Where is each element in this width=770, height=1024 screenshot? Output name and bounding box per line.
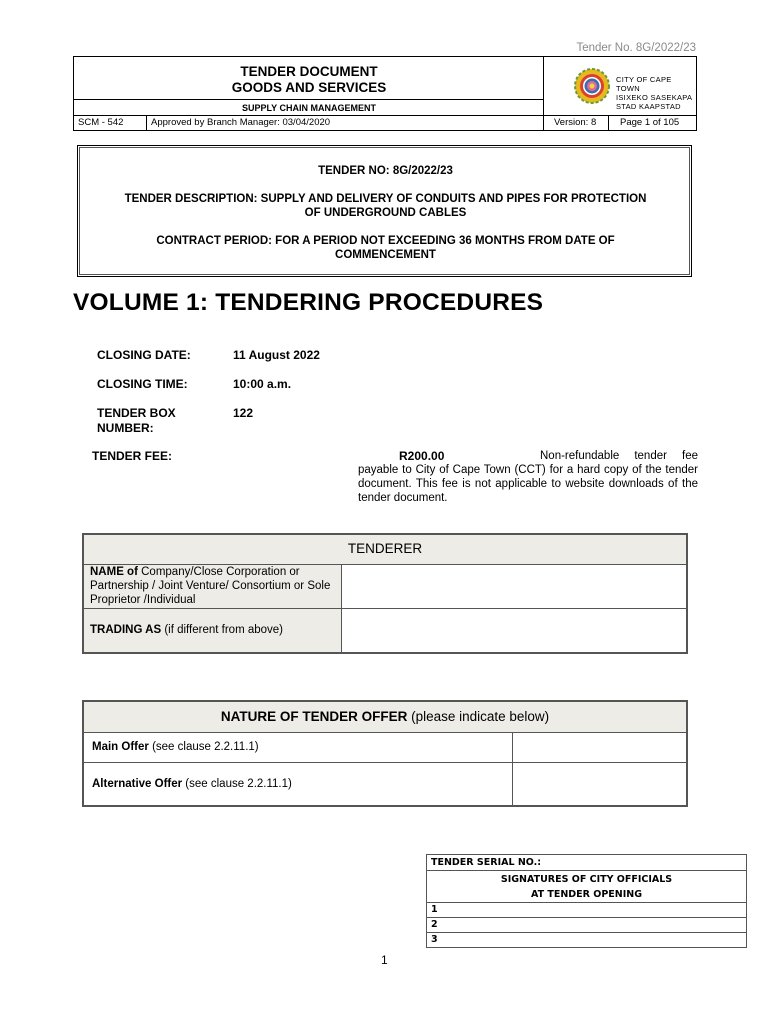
tender-fee-description: [358, 449, 698, 505]
company-name-field[interactable]: [341, 564, 687, 608]
tender-offer-heading: [83, 701, 687, 732]
logo-text-line3: STAD KAAPSTAD: [616, 102, 681, 111]
main-offer-label-text: (see clause 2.2.11.1): [148, 741, 259, 753]
supply-chain-label: SUPPLY CHAIN MANAGEMENT: [74, 99, 544, 116]
signatures-heading: [427, 871, 747, 903]
contract-period-line1: CONTRACT PERIOD: FOR A PERIOD NOT EXCEEDING 36 MONTHS FROM DATE OF: [156, 235, 615, 247]
tender-offer-heading-bold: NATURE OF TENDER OFFER: [220, 708, 408, 724]
tender-serial-table: [426, 854, 747, 948]
tender-description-line1: TENDER DESCRIPTION: SUPPLY AND DELIVERY OF CONDUITS AND PIPES FOR PROTECTION: [124, 193, 647, 205]
tender-description-box: [77, 145, 692, 277]
page-number: 1: [381, 953, 388, 967]
main-offer-label: [83, 732, 512, 762]
logo-text-line1: CITY OF CAPE TOWN: [616, 75, 672, 93]
tender-box-value: 122: [233, 406, 254, 420]
tender-box-label: [97, 406, 176, 436]
contract-period-line2: COMMENCEMENT: [335, 249, 436, 261]
tender-box-label-line1: TENDER BOX: [97, 406, 176, 420]
signature-row-2[interactable]: 2: [427, 918, 747, 933]
version-label: Version: 8: [544, 116, 609, 131]
tender-fee-amount: R200.00: [399, 449, 445, 463]
closing-time-label: CLOSING TIME:: [97, 377, 188, 391]
closing-time-value: 10:00 a.m.: [233, 377, 292, 391]
approval-note: Approved by Branch Manager: 03/04/2020: [147, 116, 544, 131]
city-logo: [544, 57, 697, 116]
logo-text-line2: ISIXEKO SASEKAPA: [616, 93, 693, 102]
tender-number-header: Tender No. 8G/2022/23: [576, 42, 696, 54]
tenderer-table: [82, 533, 688, 654]
document-title-line2: GOODS AND SERVICES: [231, 80, 387, 95]
company-name-label: [83, 564, 341, 608]
closing-date-value: 11 August 2022: [233, 348, 320, 362]
company-name-label-bold: NAME of: [90, 566, 138, 578]
signatures-heading-line1: SIGNATURES OF CITY OFFICIALS: [500, 873, 673, 885]
alternative-offer-label-text: (see clause 2.2.11.1): [182, 777, 292, 790]
contract-period: [90, 234, 681, 262]
tender-offer-table: [82, 700, 688, 807]
company-name-label-text: Company/Close Corporation or Partnership / Joint Venture/ Consortium or Sole Proprietor /Individual: [90, 566, 331, 606]
tender-number: TENDER NO: 8G/2022/23: [318, 165, 453, 177]
document-header: [73, 56, 697, 131]
document-title: [74, 64, 544, 96]
main-offer-checkbox[interactable]: [512, 732, 687, 762]
alternative-offer-checkbox[interactable]: [512, 762, 687, 806]
signature-row-3[interactable]: 3: [427, 933, 747, 948]
tender-description-line2: OF UNDERGROUND CABLES: [304, 207, 467, 219]
tender-description: [90, 192, 681, 220]
header-meta-row: [74, 116, 696, 131]
page-count: Page 1 of 105: [620, 117, 680, 128]
tender-fee-label: TENDER FEE:: [92, 449, 173, 463]
trading-as-label-text: (if different from above): [161, 624, 284, 637]
document-title-line1: TENDER DOCUMENT: [240, 64, 378, 79]
trading-as-label: [83, 608, 341, 653]
trading-as-field[interactable]: [341, 608, 687, 653]
tenderer-heading: TENDERER: [83, 534, 687, 564]
city-logo-text: [616, 75, 697, 111]
signatures-heading-line2: AT TENDER OPENING: [530, 888, 643, 900]
signature-row-1[interactable]: 1: [427, 903, 747, 918]
volume-title: VOLUME 1: TENDERING PROCEDURES: [73, 289, 544, 316]
alternative-offer-label: [83, 762, 512, 806]
closing-date-label: CLOSING DATE:: [97, 348, 191, 362]
tender-offer-heading-text: (please indicate below): [407, 708, 550, 724]
city-emblem-icon: [574, 68, 610, 104]
tender-serial-label: TENDER SERIAL NO.:: [427, 855, 747, 871]
tender-fee-text: Non-refundable tender fee payable to City of Cape Town (CCT) for a hard copy of the tender document. This fee is not applicable to website downloads of the tender document.: [358, 450, 698, 504]
header-title-cell: [74, 57, 544, 116]
trading-as-label-bold: TRADING AS: [90, 624, 162, 637]
tender-box-label-line2: NUMBER:: [97, 421, 154, 435]
alternative-offer-label-bold: Alternative Offer: [92, 777, 183, 790]
main-offer-label-bold: Main Offer: [92, 741, 149, 753]
scm-code: SCM - 542: [74, 116, 147, 131]
